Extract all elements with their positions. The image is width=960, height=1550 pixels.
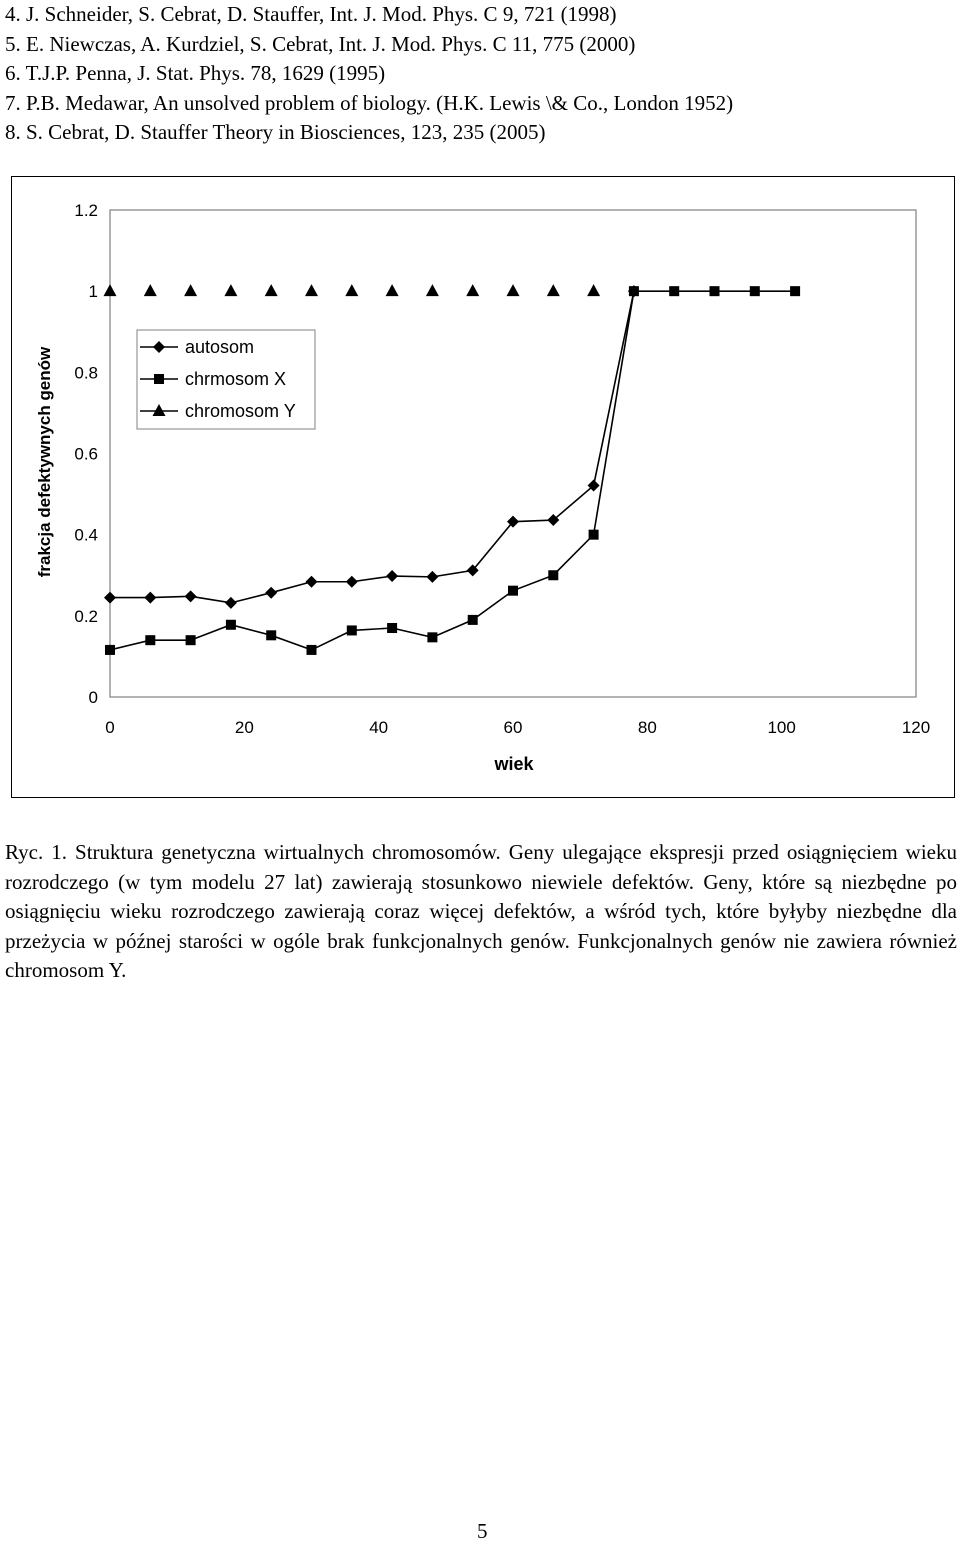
x-tick-label: 60 — [503, 718, 523, 737]
data-point-triangle — [426, 284, 439, 296]
x-tick-label: 20 — [234, 718, 254, 737]
data-point-square — [508, 586, 518, 596]
data-point-triangle — [224, 284, 237, 296]
y-tick-label: 0.4 — [74, 525, 98, 545]
data-point-diamond — [225, 597, 237, 609]
data-point-triangle — [587, 284, 600, 296]
data-point-triangle — [345, 284, 358, 296]
data-point-square — [387, 623, 397, 633]
data-point-square — [589, 530, 599, 540]
data-point-square — [468, 615, 478, 625]
reference-item: 6. T.J.P. Penna, J. Stat. Phys. 78, 1629 (1995) — [5, 61, 386, 85]
data-point-diamond — [144, 592, 156, 604]
data-point-triangle — [144, 284, 157, 296]
data-point-square — [105, 645, 115, 655]
data-point-triangle — [305, 284, 318, 296]
data-point-square — [629, 286, 639, 296]
data-point-square — [790, 286, 800, 296]
data-point-square — [226, 620, 236, 630]
data-point-square — [307, 645, 317, 655]
data-point-triangle — [265, 284, 278, 296]
data-point-diamond — [346, 576, 358, 588]
data-point-diamond — [265, 587, 277, 599]
data-point-triangle — [184, 284, 197, 296]
data-point-diamond — [104, 592, 116, 604]
y-tick-label: 0.8 — [74, 363, 98, 383]
data-point-triangle — [547, 284, 560, 296]
data-point-triangle — [507, 284, 520, 296]
reference-item: 4. J. Schneider, S. Cebrat, D. Stauffer, Int. J. Mod. Phys. C 9, 721 (1998) — [5, 2, 617, 26]
x-axis-title: wiek — [494, 754, 534, 774]
y-tick-label: 1 — [88, 282, 98, 302]
data-point-triangle — [466, 284, 479, 296]
legend-marker-square — [154, 374, 164, 384]
data-point-square — [186, 635, 196, 645]
data-point-triangle — [104, 284, 117, 296]
legend-label: autosom — [185, 337, 255, 357]
y-tick-label: 0 — [88, 688, 98, 707]
reference-item: 5. E. Niewczas, A. Kurdziel, S. Cebrat, Int. J. Mod. Phys. C 11, 775 (2000) — [5, 31, 636, 56]
data-point-diamond — [386, 570, 398, 582]
data-point-diamond — [426, 571, 438, 583]
data-point-square — [427, 632, 437, 642]
x-tick-label: 0 — [105, 718, 115, 737]
reference-item: 7. P.B. Medawar, An unsolved problem of biology. (H.K. Lewis \& Co., London 1952) — [5, 90, 734, 115]
legend-label: chromosom Y — [185, 401, 296, 421]
page-number: 5 — [477, 1519, 488, 1543]
x-tick-label: 100 — [767, 718, 796, 737]
data-point-square — [710, 286, 720, 296]
data-point-square — [347, 625, 357, 635]
legend-label: chrmosom X — [185, 369, 287, 389]
y-tick-label: 0.2 — [74, 606, 98, 626]
data-point-diamond — [306, 576, 318, 588]
figure-caption: Ryc. 1. Struktura genetyczna wirtualnych chromosomów. Geny ulegające ekspresji przed osiągnięciem wieku rozrodczego (w tym modelu 27 lat) zawierają stosunkowo niewiele defektów. Geny, które są niezbędne po osiągnięciu wieku rozrodczego zawierają coraz więcej defektów, a wśród tych, które byłyby niezbędne dla przeżycia w późnej starości w ogóle brak funkcjonalnych genów. Funkcjonalnych genów nie zawiera również chromosom Y. — [5, 840, 957, 982]
x-tick-label: 120 — [901, 718, 931, 737]
reference-item: 8. S. Cebrat, D. Stauffer Theory in Biosciences, 123, 235 (2005) — [5, 120, 546, 144]
x-tick-label: 40 — [369, 718, 389, 737]
x-tick-label: 80 — [637, 718, 657, 737]
data-point-square — [669, 286, 679, 296]
y-axis-title: frakcja defektywnych genów — [35, 346, 54, 578]
y-tick-label: 1.2 — [74, 201, 98, 220]
data-point-square — [266, 630, 276, 640]
data-point-square — [750, 286, 760, 296]
data-point-square — [548, 570, 558, 580]
data-point-diamond — [185, 590, 197, 602]
y-tick-label: 0.6 — [74, 444, 98, 464]
data-point-square — [145, 635, 155, 645]
data-point-triangle — [386, 284, 399, 296]
